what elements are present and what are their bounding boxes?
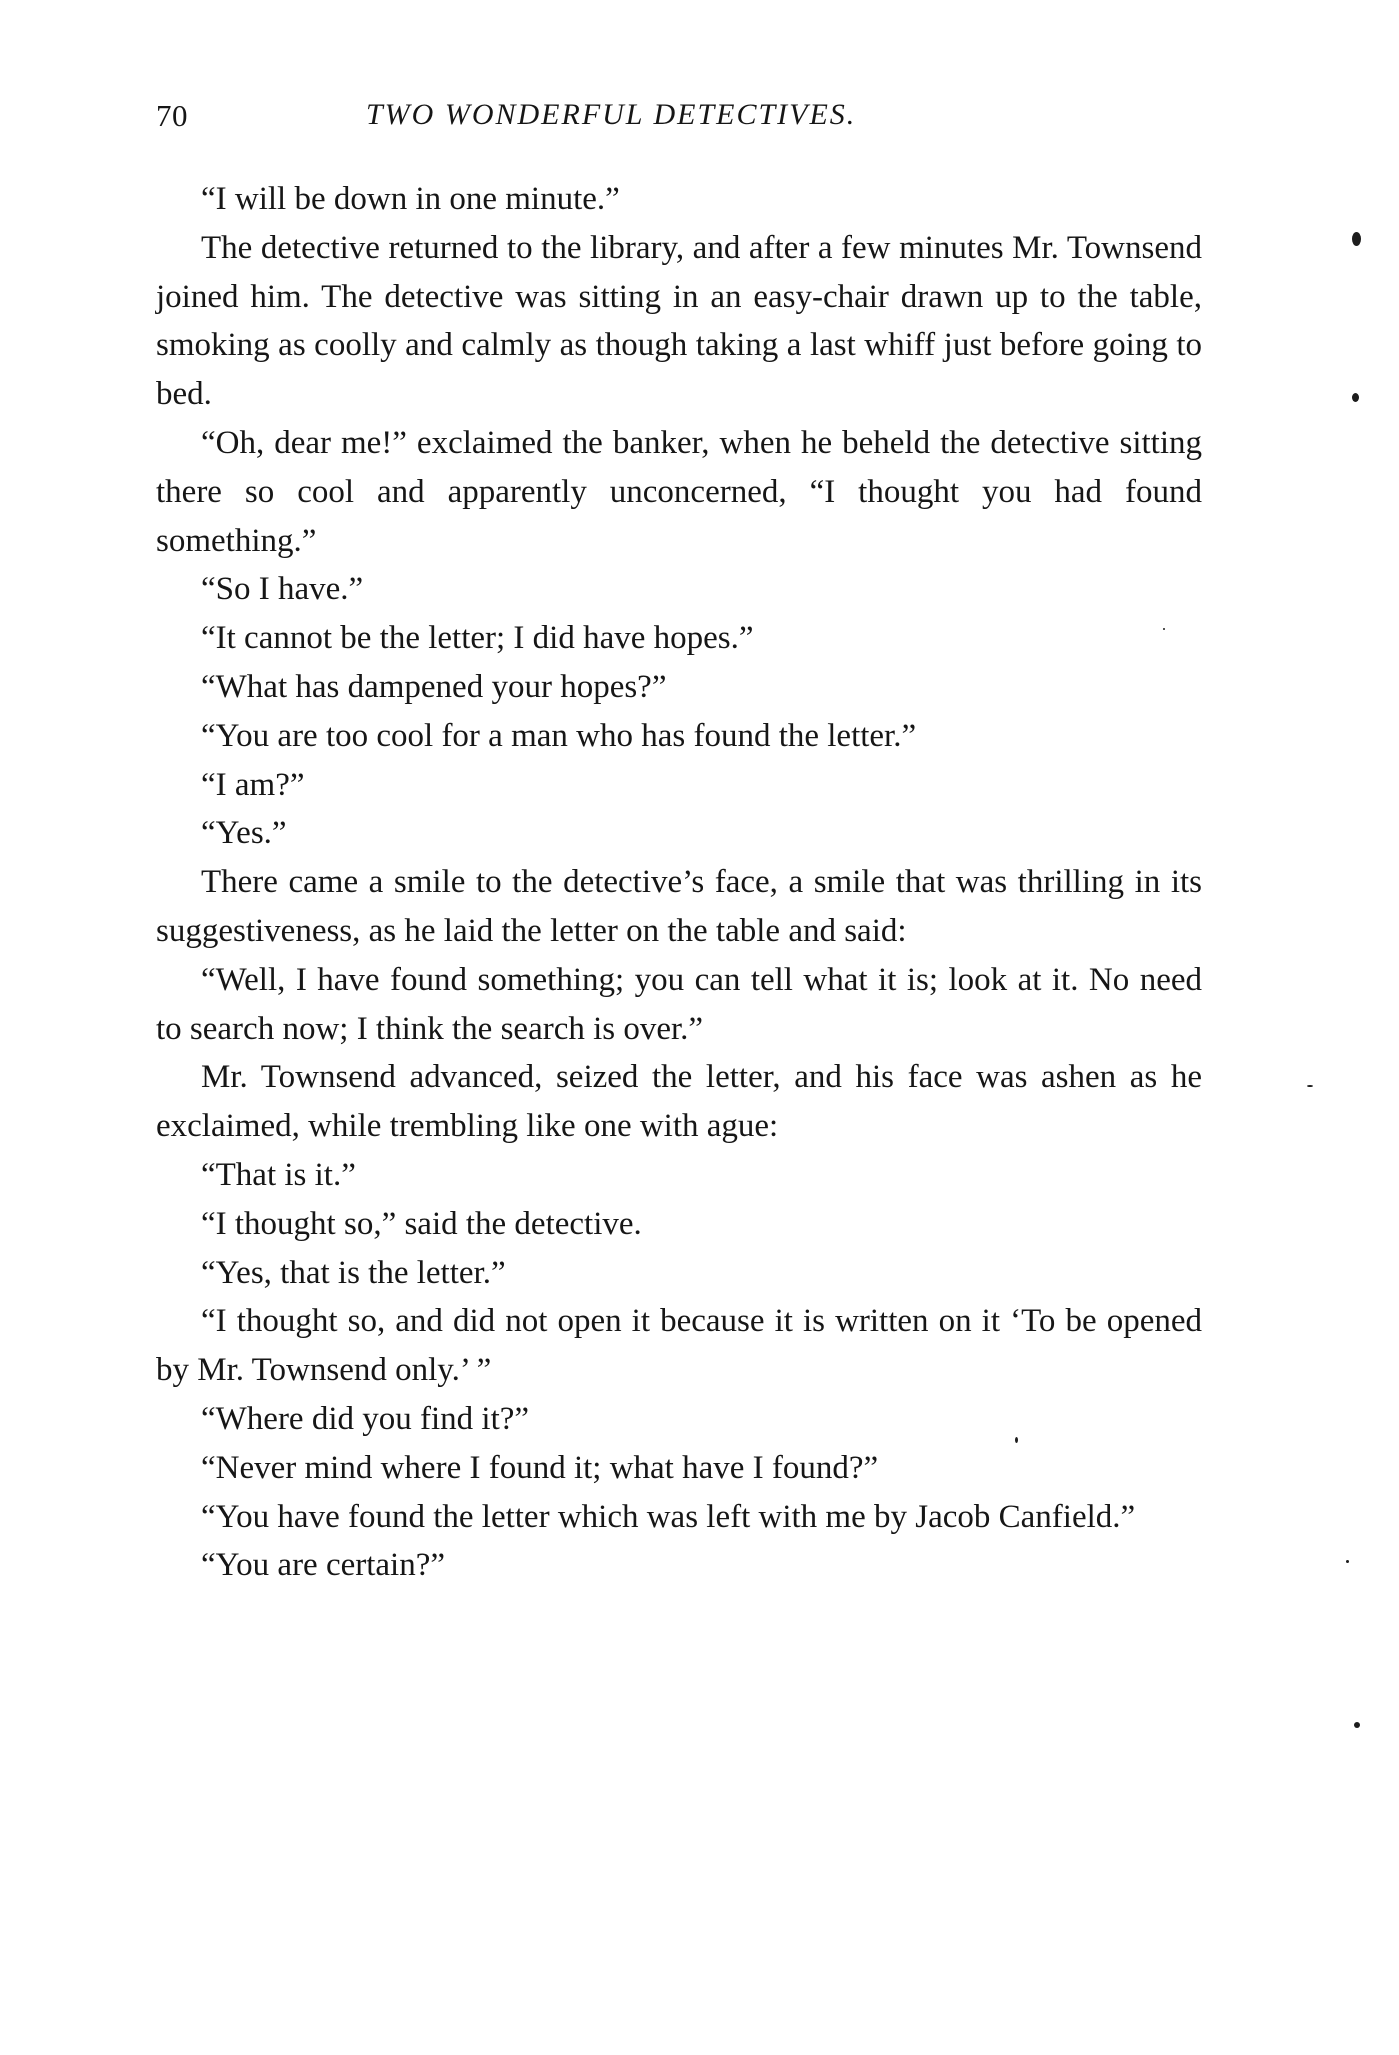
paragraph: “Yes, that is the letter.” [201,1254,506,1291]
body-text [156,175,1202,1590]
paragraph: “Oh, dear me!” exclaimed the banker, when he beheld the detective sitting there so cool and apparently unconcerned, “I thought you had found something.” [156,424,1202,559]
paragraph: “Never mind where I found it; what have I found?” [201,1449,879,1486]
ink-speck [1163,628,1165,630]
paragraph: “I am?” [201,766,305,803]
ink-speck [1352,232,1361,246]
ink-speck [1346,1560,1349,1563]
paragraph: “I thought so,” said the detective. [201,1205,642,1242]
paragraph: “You have found the letter which was left with me by Jacob Canfield.” [201,1498,1136,1535]
paragraph: “Yes.” [201,815,287,852]
ink-speck [1352,393,1359,402]
paragraph: “I thought so, and did not open it because it is written on it ‘To be opened by Mr. Townsend only.’ ” [156,1303,1202,1389]
paragraph: The detective returned to the library, and after a few minutes Mr. Townsend joined him. The detective was sitting in an easy-chair drawn up to the table, smoking as coolly and calmly as though taking a last whiff just before going to bed. [156,229,1202,413]
running-title: TWO WONDERFUL DETECTIVES. [366,98,857,131]
paragraph: “So I have.” [201,571,364,608]
page-number: 70 [156,98,188,133]
page-header [156,98,1216,140]
ink-speck [1354,1722,1360,1728]
ink-speck [1307,1085,1313,1087]
paragraph: “You are certain?” [201,1547,446,1584]
paragraph: “It cannot be the letter; I did have hopes.” [201,620,754,657]
paragraph: “That is it.” [201,1156,356,1193]
paragraph: “I will be down in one minute.” [201,181,620,217]
paragraph: “You are too cool for a man who has found the letter.” [201,717,917,754]
ink-speck [1015,1437,1018,1443]
paragraph: There came a smile to the detective’s face, a smile that was thrilling in its suggestiveness, as he laid the letter on the table and said: [156,864,1202,949]
paragraph: Mr. Townsend advanced, seized the letter, and his face was ashen as he exclaimed, while trembling like one with ague: [156,1059,1202,1145]
paragraph: “What has dampened your hopes?” [201,668,667,705]
paragraph: “Well, I have found something; you can tell what it is; look at it. No need to search now; I think the search is over.” [156,961,1202,1047]
paragraph: “Where did you find it?” [201,1400,530,1437]
